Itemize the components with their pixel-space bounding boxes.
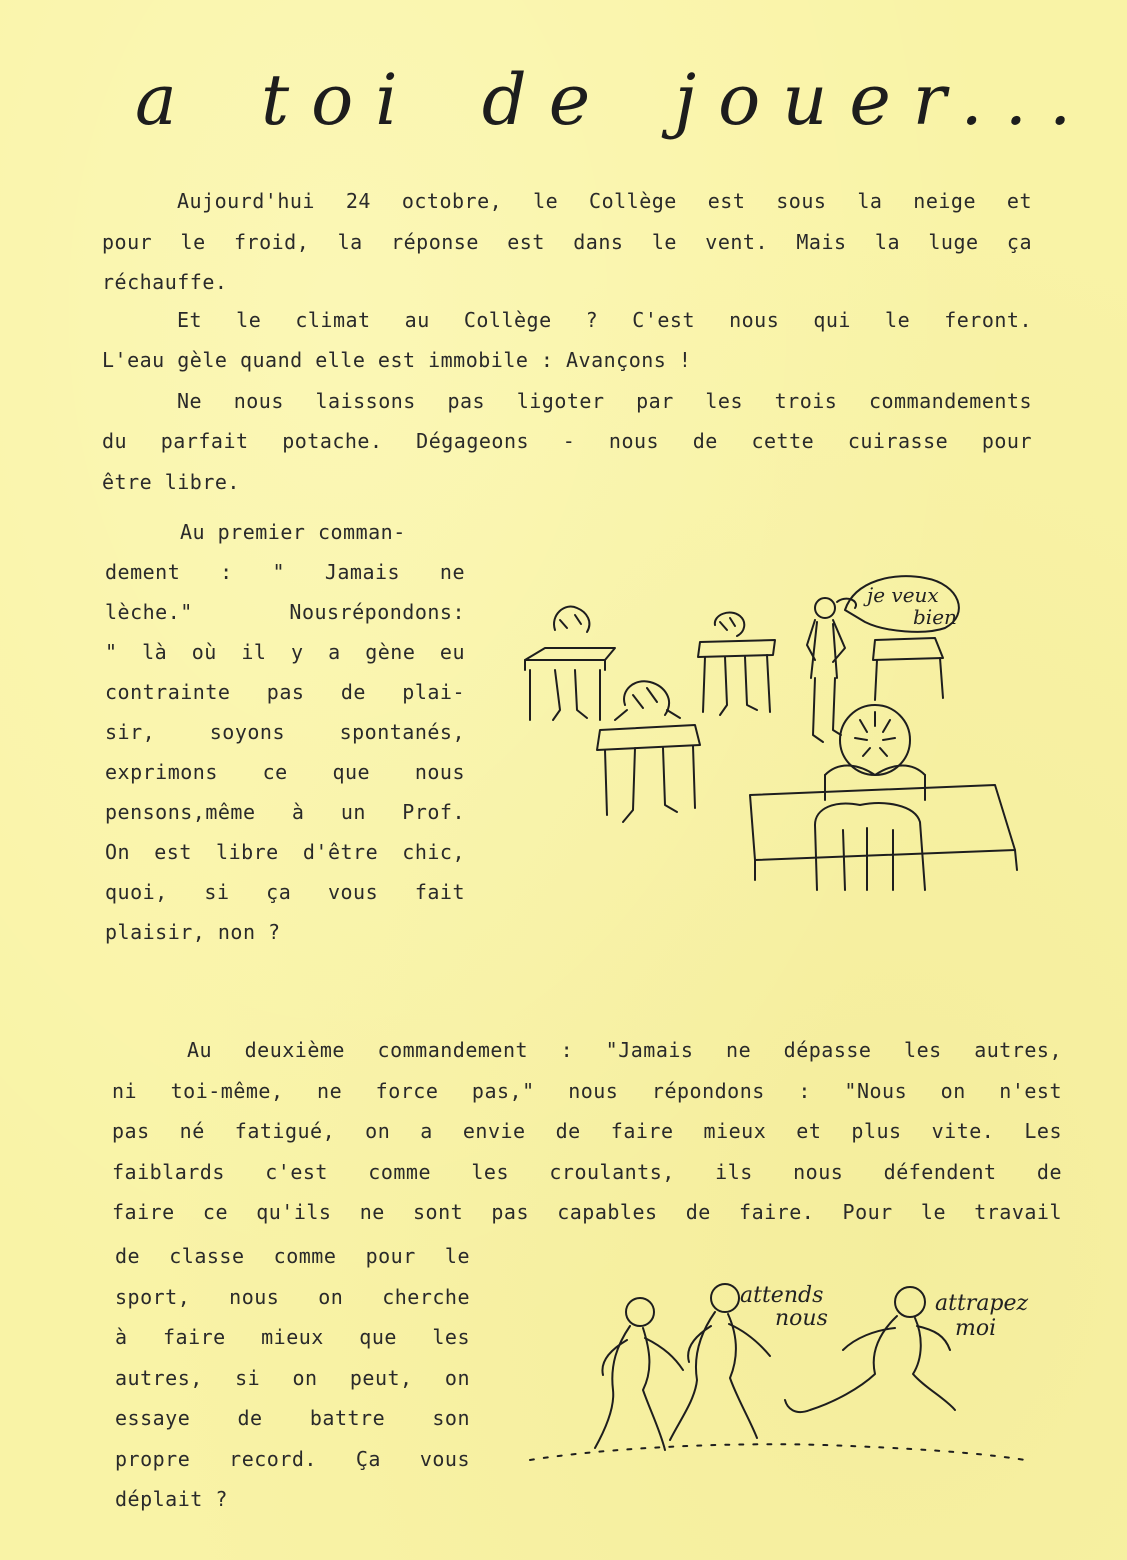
student-desk-1 [525, 607, 615, 720]
student-desk-3 [597, 681, 700, 822]
classroom-illustration [515, 560, 1035, 900]
text-line: ni toi-même, ne force pas," nous répondons : "Nous on n'est [112, 1078, 1062, 1103]
empty-desk [873, 638, 943, 700]
speech-text: attends [740, 1283, 824, 1308]
speech-text: bien [913, 605, 957, 629]
text-line: être libre. [102, 469, 240, 494]
text-line: Et le climat au Collège ? C'est nous qui le feront. [177, 307, 1032, 332]
speech-text: attrapez [935, 1291, 1029, 1316]
text-line: Aujourd'hui 24 octobre, le Collège est sous la neige et [177, 189, 1032, 213]
text-line: On est libre d'être chic, [105, 840, 465, 864]
text-line: faire ce qu'ils ne sont pas capables de faire. Pour le travail [112, 1200, 1062, 1224]
text-line: dement : " Jamais ne [105, 560, 465, 584]
page-title: a toi de jouer... [135, 59, 1094, 141]
text-line: " là où il y a gène eu [105, 640, 465, 664]
text-line: autres, si on peut, on [115, 1365, 470, 1390]
text-line: Au deuxième commandement : "Jamais ne dépasse les autres, [187, 1038, 1062, 1062]
text-line: pour le froid, la réponse est dans le vent. Mais la luge ça [102, 229, 1032, 254]
text-line: Ne nous laissons pas ligoter par les trois commandements [177, 388, 1032, 413]
speech-text: je veux [867, 583, 939, 607]
intro-text [102, 181, 1032, 502]
first-commandment-text [105, 512, 465, 952]
text-line: pensons,même à un Prof. [105, 800, 465, 824]
text-line: L'eau gèle quand elle est immobile : Avançons ! [102, 348, 692, 372]
text-line: sir, soyons spontanés, [105, 720, 465, 744]
text-line: quoi, si ça vous fait [105, 880, 465, 904]
text-line: pas né fatigué, on a envie de faire mieux et plus vite. Les [112, 1119, 1062, 1143]
teacher-figure [750, 705, 1017, 890]
text-line: contrainte pas de plai- [105, 680, 465, 704]
text-line: lèche." Nousrépondons: [105, 600, 465, 624]
speech-bubble-1 [845, 576, 959, 632]
speech-text: moi [955, 1316, 997, 1341]
text-line: déplait ? [115, 1487, 228, 1511]
text-line: de classe comme pour le [115, 1244, 470, 1268]
text-line: plaisir, non ? [105, 920, 281, 944]
text-line: exprimons ce que nous [105, 760, 465, 784]
text-line: Au premier comman- [180, 520, 406, 544]
second-commandment-text [112, 1030, 1062, 1233]
standing-student [807, 598, 856, 742]
text-line: sport, nous on cherche [115, 1284, 470, 1309]
text-line: propre record. Ça vous [115, 1446, 470, 1471]
student-desk-2 [698, 613, 775, 715]
text-line: essaye de battre son [115, 1406, 470, 1430]
speech-text: nous [775, 1306, 828, 1331]
runner-1 [595, 1298, 683, 1450]
text-line: du parfait potache. Dégageons - nous de cette cuirasse pour [102, 429, 1032, 453]
text-line: faiblards c'est comme les croulants, ils nous défendent de [112, 1159, 1062, 1184]
second-commandment-column [115, 1236, 470, 1520]
text-line: réchauffe. [102, 270, 228, 294]
runners-illustration [525, 1270, 1055, 1475]
text-line: à faire mieux que les [115, 1325, 470, 1349]
